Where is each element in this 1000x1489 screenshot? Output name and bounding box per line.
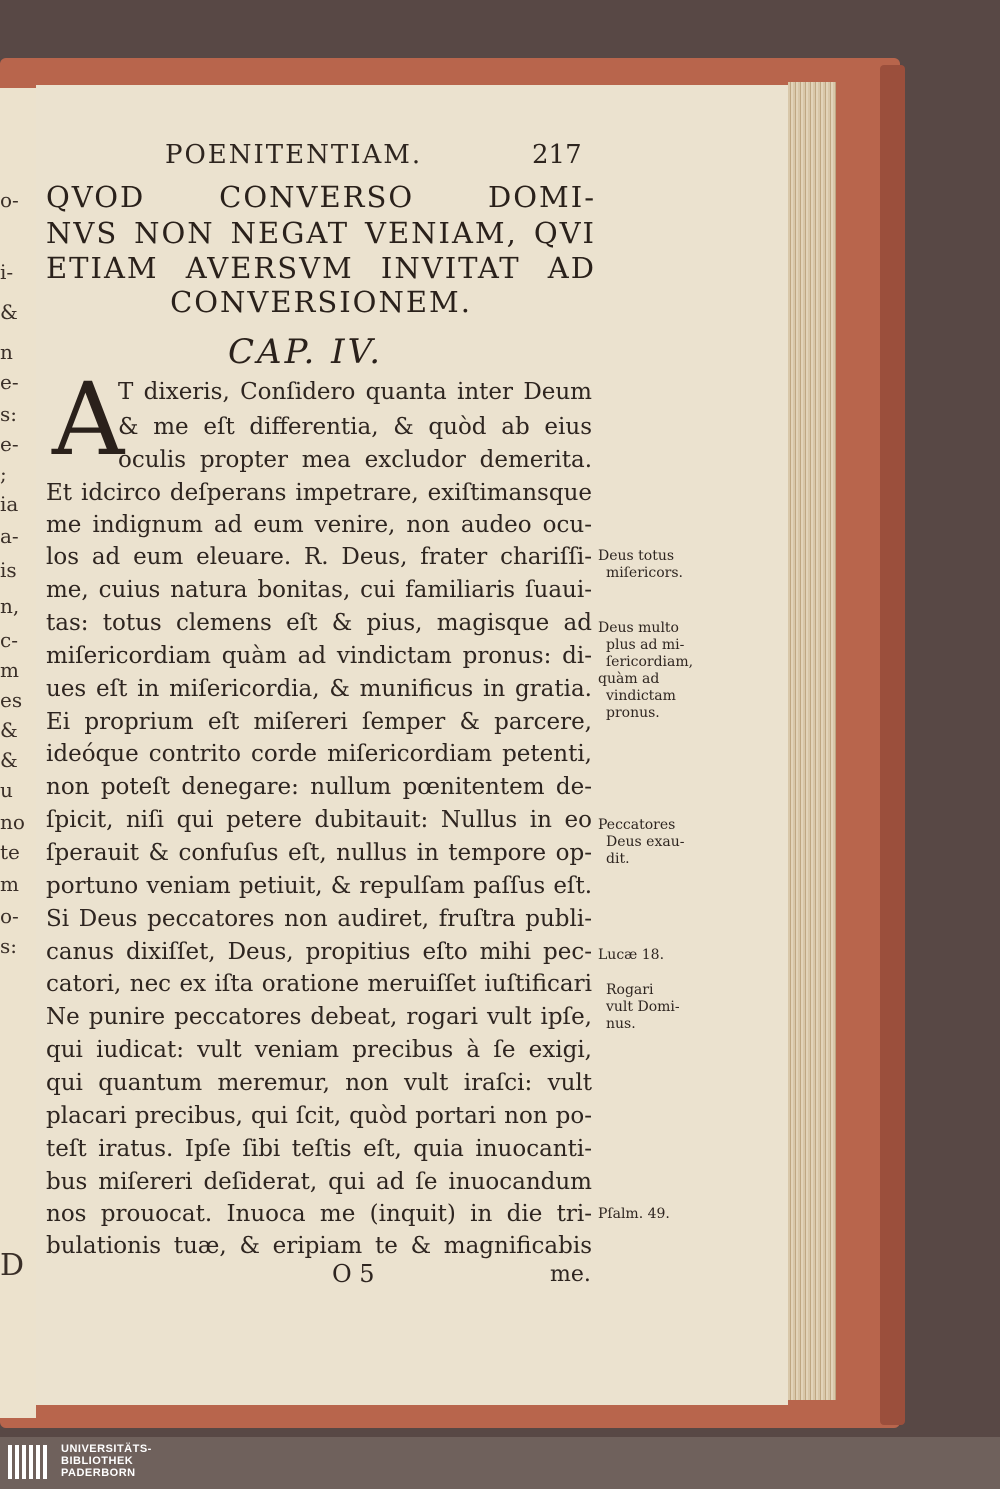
text-line: nos prouocat. Inuoca me (inquit) in die tri- [46, 1201, 592, 1227]
left-fragment: e- [0, 370, 19, 394]
text-line: bus miſereri deſiderat, qui ad ſe inuocandum [46, 1169, 592, 1195]
left-fragment: & [0, 718, 18, 742]
chapter-number: CAP. IV. [228, 332, 384, 372]
text-line: T dixeris, Conſidero quanta inter Deum [118, 379, 592, 405]
text-line: Et idcirco deſperans impetrare, exiſtimansque [46, 480, 592, 506]
page-block-edges [788, 82, 836, 1400]
text-line: ues eſt in miſericordia, & munificus in gratia. [46, 676, 592, 702]
text-line: catori, nec ex iſta oratione meruiſſet iuſtificari [46, 971, 592, 997]
left-fragment: c- [0, 628, 18, 652]
left-fragment: es [0, 688, 23, 712]
text-line: miſericordiam quàm ad vindictam pronus: di- [46, 643, 592, 669]
text-line: canus dixiſſet, Deus, propitius eſto mihi pec- [46, 939, 592, 965]
left-fragment: e- [0, 432, 19, 456]
text-line: teſt iratus. Ipſe ſibi teſtis eſt, quia inuocanti- [46, 1136, 592, 1162]
left-fragment: te [0, 840, 20, 864]
left-page-edge [0, 88, 36, 1418]
text-line: tas: totus clemens eſt & pius, magisque ad [46, 610, 592, 636]
text-line: Ei proprium eſt miſereri ſemper & parcere, [46, 709, 592, 735]
page-number: 217 [532, 140, 582, 170]
left-fragment: & [0, 300, 18, 324]
left-fragment: D [0, 1248, 25, 1283]
left-fragment: o- [0, 904, 19, 928]
text-line: ideóque contrito corde miſericordiam petenti, [46, 741, 592, 767]
text-line: ſperauit & confuſus eſt, nullus in tempore op- [46, 840, 592, 866]
cover-edge [880, 65, 905, 1425]
text-line: non poteſt denegare: nullum pœnitentem de- [46, 774, 592, 800]
chapter-title-line: CONVERSIONEM. [170, 285, 472, 319]
marginal-note: Pſalm. 49. [598, 1206, 670, 1222]
text-line: Ne punire peccatores debeat, rogari vult ipſe, [46, 1004, 592, 1030]
marginal-note: Deus multo plus ad mi- ſericordiam, quàm ad vindictam pronus. [598, 620, 694, 721]
left-fragment: no [0, 810, 25, 834]
text-line: ſpicit, niſi qui petere dubitauit: Nullus in eo [46, 807, 592, 833]
catchword: me. [550, 1262, 591, 1287]
text-line: me, cuius natura bonitas, cui familiaris ſuaui- [46, 577, 592, 603]
text-line: Si Deus peccatores non audiret, fruſtra publi- [46, 906, 592, 932]
text-line: oculis propter mea excludor demerita. [118, 447, 592, 473]
marginal-note: Lucæ 18. [598, 947, 665, 963]
left-fragment: is [0, 558, 17, 582]
left-fragment: o- [0, 188, 19, 212]
left-fragment: n, [0, 594, 20, 618]
left-fragment: s: [0, 402, 18, 426]
text-line: los ad eum eleuare. R. Deus, frater chariſſi- [46, 544, 592, 570]
marginal-note: Deus totus miſericors. [598, 548, 683, 581]
chapter-title-line: NVS NON NEGAT VENIAM, QVI [46, 216, 596, 250]
left-fragment: a- [0, 524, 19, 548]
left-fragment: u [0, 778, 13, 802]
text-line: qui iudicat: vult veniam precibus à ſe exigi, [46, 1037, 592, 1063]
text-line: qui quantum meremur, non vult iraſci: vult [46, 1070, 592, 1096]
running-head: POENITENTIAM. [165, 140, 423, 170]
text-line: placari precibus, qui ſcit, quòd portari non po- [46, 1103, 592, 1129]
text-line: me indignum ad eum venire, non audeo ocu- [46, 512, 592, 538]
left-fragment: ; [0, 462, 7, 486]
left-fragment: ia [0, 492, 19, 516]
drop-cap: A [52, 361, 125, 478]
left-fragment: s: [0, 934, 18, 958]
text-line: portuno veniam petiuit, & repulſam paſſus eſt. [46, 873, 592, 899]
chapter-title-line: ETIAM AVERSVM INVITAT AD [46, 251, 596, 285]
left-fragment: i- [0, 260, 14, 284]
library-logo-icon [8, 1445, 47, 1479]
left-fragment: n [0, 340, 13, 364]
chapter-title-line: QVOD CONVERSO DOMI- [46, 180, 596, 214]
marginal-note: Rogari vult Domi- nus. [606, 982, 680, 1032]
marginal-note: Peccatores Deus exau- dit. [598, 817, 685, 867]
text-line: & me eſt differentia, & quòd ab eius [118, 414, 592, 440]
library-footer [0, 1437, 1000, 1489]
left-fragment: m [0, 872, 19, 896]
library-name: UNIVERSITÄTS- BIBLIOTHEK PADERBORN [61, 1443, 152, 1479]
signature-mark: O 5 [332, 1260, 375, 1288]
left-fragment: & [0, 748, 18, 772]
left-fragment: m [0, 658, 19, 682]
text-line: bulationis tuæ, & eripiam te & magnificabis [46, 1233, 592, 1259]
